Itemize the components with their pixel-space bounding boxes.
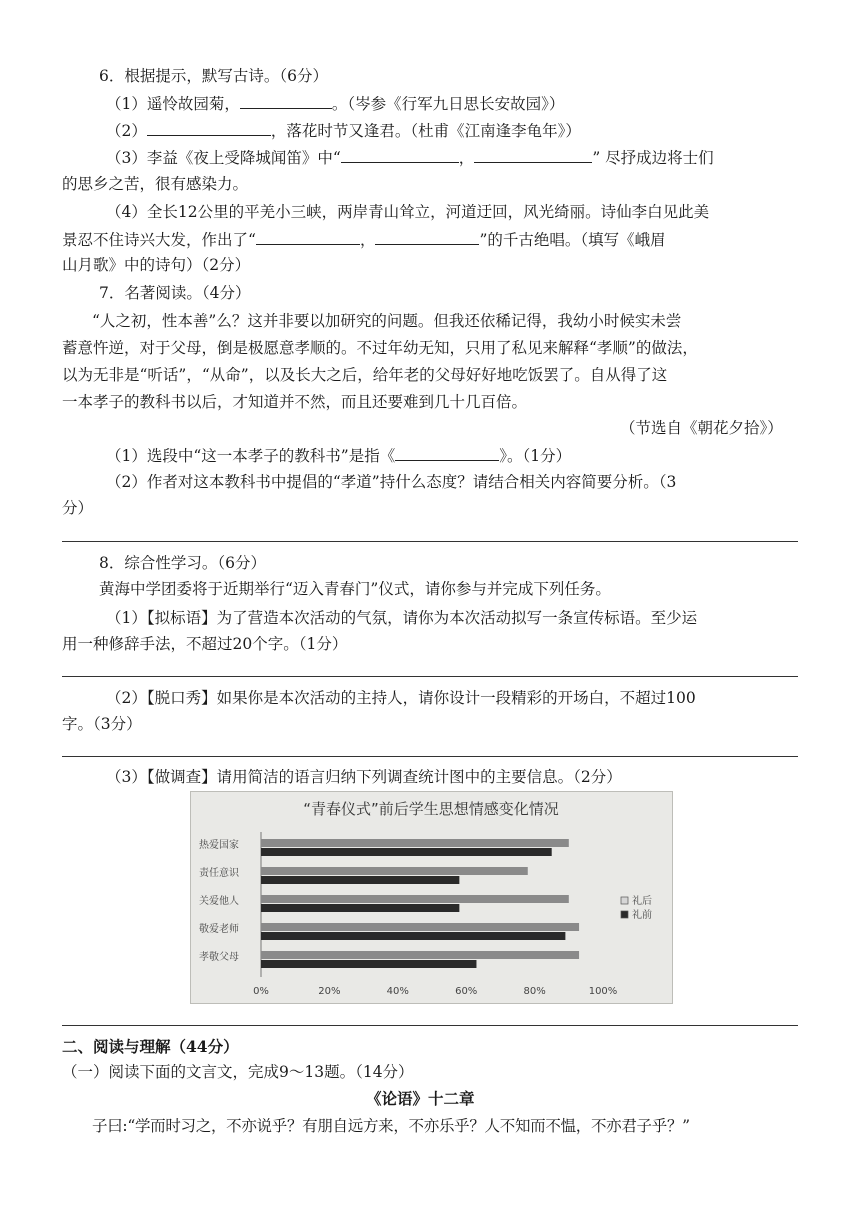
survey-chart bbox=[190, 791, 673, 1004]
answer-blank[interactable] bbox=[341, 147, 459, 163]
x-tick-label: 40% bbox=[386, 986, 409, 997]
bar-before bbox=[261, 932, 565, 940]
q8-intro: 黄海中学团委将于近期举行“迈入青春门”仪式，请你参与并完成下列任务。 bbox=[99, 580, 611, 598]
q6-item3 bbox=[106, 147, 714, 168]
q6-item3-text-b: ， bbox=[458, 149, 475, 167]
q6-heading: 6．根据提示，默写古诗。（6分） bbox=[99, 67, 328, 85]
bar-before bbox=[261, 960, 476, 968]
x-tick-label: 20% bbox=[318, 986, 341, 997]
x-tick-label: 100% bbox=[588, 986, 618, 997]
q6-item2-text-a: （2） bbox=[106, 122, 147, 140]
section2-heading: 二、阅读与理解（44分） bbox=[62, 1037, 239, 1056]
bar-chart bbox=[191, 792, 672, 1003]
passage-title: 《论语》十二章 bbox=[366, 1089, 475, 1108]
q7-passage-line4: 一本孝子的教科书以后，才知道并不然，而且还要难到几十几百倍。 bbox=[62, 393, 528, 411]
q7-passage-line2: 蓄意忤逆，对于父母，倒是极愿意孝顺的。不过年幼无知，只用了私见来解释“孝顺”的做法， bbox=[62, 339, 698, 357]
bar-before bbox=[261, 876, 459, 884]
x-tick-label: 80% bbox=[523, 986, 546, 997]
category-label: 敬爱老师 bbox=[199, 924, 239, 935]
q7-heading: 7．名著阅读。（4分） bbox=[99, 284, 251, 302]
bar-after bbox=[261, 895, 569, 903]
answer-blank[interactable] bbox=[375, 229, 479, 245]
answer-blank[interactable] bbox=[256, 229, 360, 245]
bar-after bbox=[261, 867, 528, 875]
passage-line1: 子曰:“学而时习之，不亦说乎？有朋自远方来，不亦乐乎？人不知而不愠，不亦君子乎？” bbox=[92, 1117, 690, 1135]
q7-item2-line1: （2）作者对这本教科书中提倡的“孝道”持什么态度？请结合相关内容简要分析。（3 bbox=[106, 473, 677, 491]
bar-after bbox=[261, 951, 579, 959]
chart-title: “青春仪式”前后学生思想情感变化情况 bbox=[303, 800, 559, 818]
q7-passage-line1: “人之初，性本善”么？这并非要以加研究的问题。但我还依稀记得，我幼小时候实未尝 bbox=[92, 312, 682, 330]
answer-blank[interactable] bbox=[240, 93, 332, 109]
answer-blank[interactable] bbox=[474, 147, 592, 163]
q8-item1-line2: 用一种修辞手法，不超过20个字。（1分） bbox=[62, 635, 348, 653]
category-label: 孝敬父母 bbox=[199, 952, 239, 963]
q6-item4-text-c: ， bbox=[359, 231, 376, 249]
bar-after bbox=[261, 923, 579, 931]
q8-item1-line1: （1）【拟标语】为了营造本次活动的气氛，请你为本次活动拟写一条宣传标语。至少运 bbox=[106, 609, 698, 627]
q6-item3-text-a: （3）李益《夜上受降城闻笛》中“ bbox=[106, 149, 341, 167]
q8-item3: （3）【做调查】请用简洁的语言归纳下列调查统计图中的主要信息。（2分） bbox=[106, 768, 622, 786]
q6-item4-text-d: ”的千古绝唱。（填写《峨眉 bbox=[479, 231, 666, 249]
bar-before bbox=[261, 848, 552, 856]
q6-item4-line1: （4）全长12公里的平羌小三峡，两岸青山耸立，河道迂回，风光绮丽。诗仙李白见此美 bbox=[106, 203, 710, 221]
bar-after bbox=[261, 839, 569, 847]
q6-item4-line3: 山月歌》中的诗句）（2分） bbox=[62, 256, 251, 274]
q7-item1-text-b: 》。（1分） bbox=[499, 447, 572, 465]
answer-line[interactable] bbox=[62, 541, 798, 542]
bar-before bbox=[261, 904, 459, 912]
category-label: 关爱他人 bbox=[199, 896, 239, 907]
section-divider bbox=[62, 1025, 798, 1026]
q8-item2-line2: 字。（3分） bbox=[62, 715, 142, 733]
legend-label: 礼前 bbox=[632, 910, 652, 921]
q6-item3-cont: 的思乡之苦，很有感染力。 bbox=[62, 175, 249, 193]
legend-swatch bbox=[621, 911, 628, 918]
q6-item1-text-a: （1）遥怜故园菊， bbox=[106, 95, 240, 113]
answer-line[interactable] bbox=[62, 756, 798, 757]
q6-item1-text-b: 。（岑参《行军九日思长安故园》） bbox=[331, 95, 565, 113]
answer-blank[interactable] bbox=[147, 120, 271, 136]
legend-swatch bbox=[621, 897, 628, 904]
category-label: 责任意识 bbox=[199, 868, 239, 879]
legend-label: 礼后 bbox=[632, 896, 652, 907]
q6-item3-text-c: ” 尽抒成边将士们 bbox=[592, 149, 714, 167]
q8-item2-line1: （2）【脱口秀】如果你是本次活动的主持人，请你设计一段精彩的开场白，不超过100 bbox=[106, 689, 696, 707]
answer-line[interactable] bbox=[62, 676, 798, 677]
q6-item4-text-b: 景忍不住诗兴大发，作出了“ bbox=[62, 231, 256, 249]
q7-source: （节选自《朝花夕拾》） bbox=[620, 419, 783, 437]
q6-item4-line2 bbox=[62, 229, 666, 250]
q7-item2-line2: 分） bbox=[62, 499, 94, 517]
category-label: 热爱国家 bbox=[199, 840, 239, 851]
q6-item2-text-b: ，落花时节又逢君。（杜甫《江南逢李龟年》） bbox=[270, 122, 581, 140]
q6-item2 bbox=[106, 120, 581, 141]
x-tick-label: 0% bbox=[253, 986, 269, 997]
q6-item1 bbox=[106, 93, 564, 114]
q7-item1 bbox=[106, 445, 571, 466]
q7-item1-text-a: （1）选段中“这一本孝子的教科书”是指《 bbox=[106, 447, 396, 465]
q7-passage-line3: 以为无非是“听话”，“从命”，以及长大之后，给年老的父母好好地吃饭罢了。自从得了这 bbox=[62, 366, 668, 384]
answer-blank[interactable] bbox=[395, 445, 499, 461]
q8-heading: 8．综合性学习。（6分） bbox=[99, 554, 266, 572]
x-tick-label: 60% bbox=[455, 986, 478, 997]
section2-sub-heading: （一）阅读下面的文言文，完成9～13题。（14分） bbox=[62, 1063, 414, 1081]
